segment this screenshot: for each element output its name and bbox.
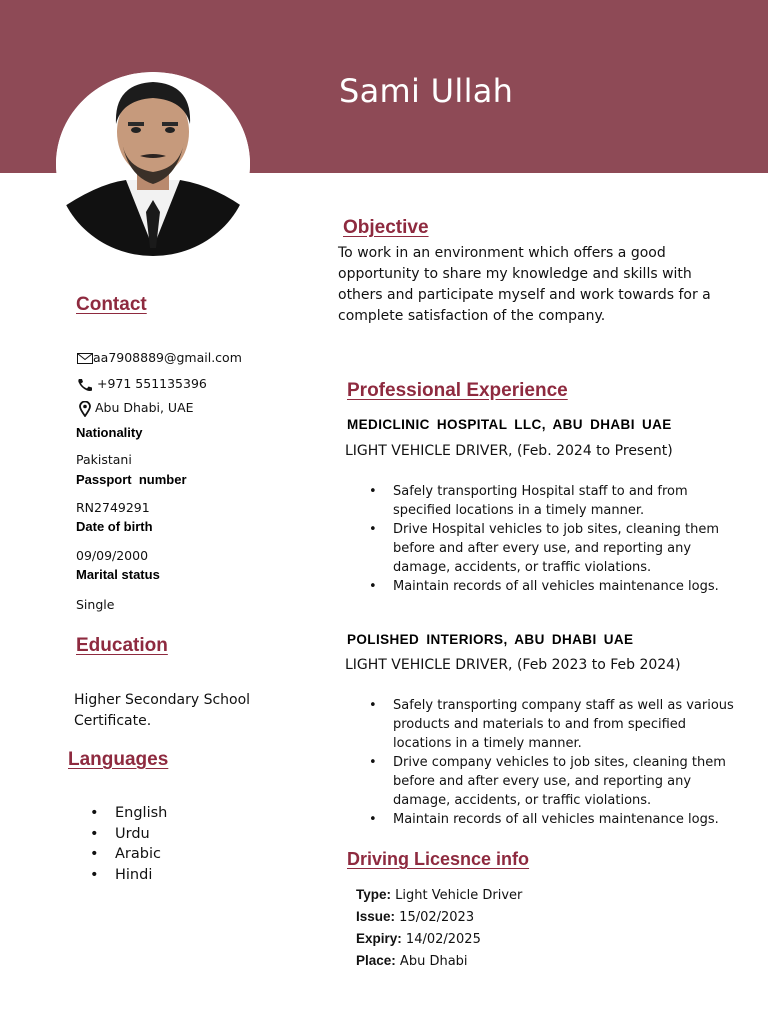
email-row (77, 350, 242, 365)
dob-label: Date of birth (76, 519, 153, 534)
phone-row (77, 376, 207, 392)
license-expiry-label: Expiry: (356, 931, 402, 946)
language-item: • Arabic (90, 844, 167, 865)
job-role: LIGHT VEHICLE DRIVER, (Feb 2023 to Feb 2024) (345, 657, 681, 673)
experience-heading: Professional Experience (347, 380, 568, 401)
license-expiry-value: 14/02/2025 (405, 932, 481, 947)
duty-item: • Drive Hospital vehicles to job sites, cleaning them before and after every use, and reporting any damage, accidents, or traffic violations. (369, 520, 741, 577)
profile-photo-illustration (56, 72, 250, 256)
marital-label: Marital status (76, 567, 160, 582)
profile-photo (56, 72, 250, 256)
marital-value: Single (76, 597, 115, 612)
nationality-label: Nationality (76, 425, 143, 440)
job-duties (369, 482, 741, 596)
education-text: Higher Secondary School Certificate. (74, 692, 251, 729)
email-value: aa7908889@gmail.com (93, 350, 242, 365)
passport-label: Passport number (76, 472, 187, 487)
license-place-label: Place: (356, 953, 396, 968)
languages-heading: Languages (68, 749, 169, 770)
envelope-icon (77, 353, 93, 364)
languages-list (90, 803, 167, 885)
license-heading: Driving Licesnce info (347, 849, 530, 869)
education-heading: Education (76, 635, 168, 656)
language-item: • English (90, 803, 167, 824)
job-company: POLISHED INTERIORS, ABU DHABI UAE (347, 632, 634, 647)
license-type-value: Light Vehicle Driver (395, 888, 523, 903)
license-issue-row (356, 909, 474, 925)
contact-heading: Contact (76, 294, 147, 315)
candidate-name: Sami Ullah (339, 72, 514, 110)
license-expiry-row (356, 931, 481, 947)
duty-item: • Safely transporting company staff as well as various products and materials to and from specified locations in a timely manner. (369, 696, 741, 753)
passport-value: RN2749291 (76, 500, 150, 515)
nationality-value: Pakistani (76, 452, 132, 467)
dob-value: 09/09/2000 (76, 548, 149, 563)
map-pin-icon (79, 401, 91, 417)
license-type-label: Type: (356, 887, 392, 902)
license-place-row (356, 953, 468, 969)
phone-icon (77, 378, 93, 392)
objective-heading: Objective (343, 217, 429, 238)
license-issue-label: Issue: (356, 909, 396, 924)
location-value: Abu Dhabi, UAE (94, 400, 194, 415)
objective-text: To work in an environment which offers a good opportunity to share my knowledge and skills with others and participate myself and work towards for a complete satisfaction of the company. (338, 245, 711, 324)
job-duties (369, 696, 741, 829)
phone-value: +971 551135396 (96, 376, 207, 391)
job-company: MEDICLINIC HOSPITAL LLC, ABU DHABI UAE (347, 417, 672, 432)
license-issue-value: 15/02/2023 (399, 910, 475, 925)
license-place-value: Abu Dhabi (399, 954, 468, 969)
duty-item: • Maintain records of all vehicles maintenance logs. (369, 577, 741, 596)
language-item: • Hindi (90, 865, 167, 886)
location-row (79, 400, 194, 417)
duty-item: • Drive company vehicles to job sites, cleaning them before and after every use, and reporting any damage, accidents, or traffic violations. (369, 753, 741, 810)
duty-item: • Safely transporting Hospital staff to and from specified locations in a timely manner. (369, 482, 741, 520)
license-type-row (356, 887, 522, 903)
language-item: • Urdu (90, 824, 167, 845)
job-role: LIGHT VEHICLE DRIVER, (Feb. 2024 to Present) (345, 443, 673, 459)
duty-item: • Maintain records of all vehicles maintenance logs. (369, 810, 741, 829)
